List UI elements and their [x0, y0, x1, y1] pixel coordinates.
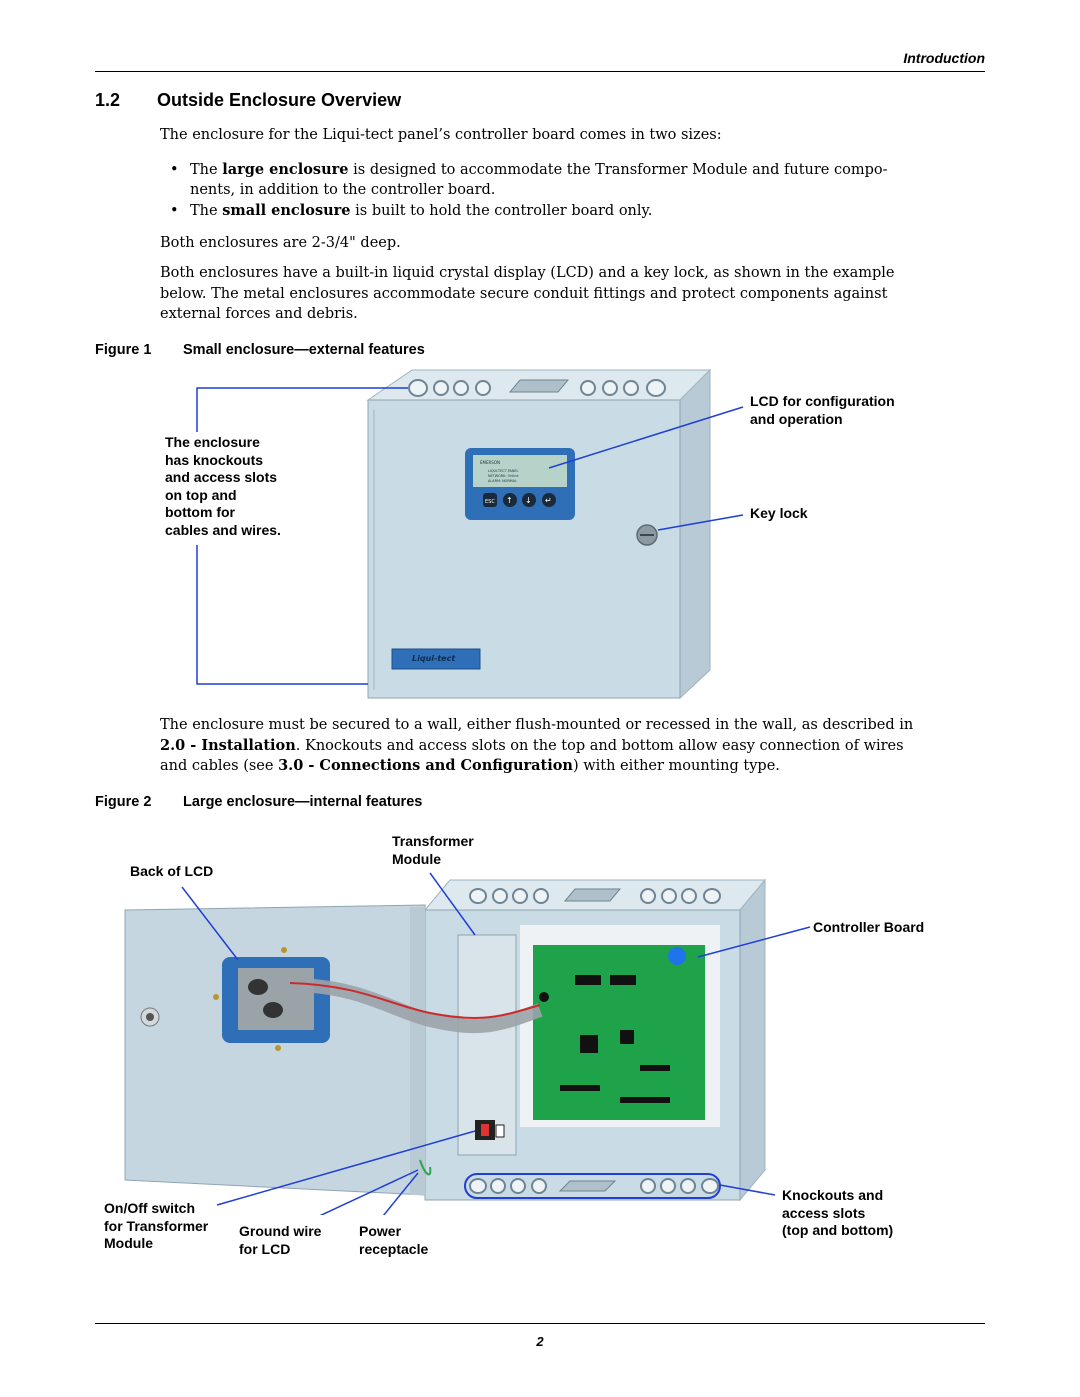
depth-paragraph: Both enclosures are 2-3/4" deep.: [160, 235, 401, 251]
enter-icon: ↵: [545, 496, 552, 505]
section-title: [95, 90, 401, 111]
section-title-text: Outside Enclosure Overview: [157, 90, 402, 110]
enclosure-callout: The enclosure has knockouts and access slots on top and bottom for cables and wires.: [165, 434, 281, 538]
power-receptacle-callout: Power receptacle: [359, 1223, 429, 1257]
lcd-paragraph: Both enclosures have a built-in liquid crystal display (LCD) and a key lock, as shown in the example below. The metal enclosures accommodate secure conduit fittings and protect components against external forces and debris.: [160, 265, 895, 322]
large-enclosure-term: large enclosure: [222, 161, 349, 178]
onoff-switch-callout: On/Off switch for Transformer Module: [104, 1200, 209, 1251]
header-section-label: Introduction: [903, 50, 985, 66]
footer-rule: [95, 1323, 985, 1324]
controller-board: [533, 945, 705, 1120]
arrow-up-icon: ↑: [506, 496, 513, 505]
lcd-callout: LCD for configuration and operation: [750, 393, 895, 427]
figure1-caption: Figure 1 Small enclosure—external features: [95, 342, 425, 358]
header-rule: [95, 71, 985, 72]
installation-ref: 2.0 - Installation: [160, 736, 296, 754]
lcd-line1: LIQUI-TECT PANEL: [488, 469, 519, 473]
keylock-callout: Key lock: [750, 505, 808, 521]
lcd-line2: NETWORK: Online: [488, 474, 519, 478]
back-lcd-callout: Back of LCD: [130, 863, 214, 879]
arrow-down-icon: ↓: [525, 496, 532, 505]
page-number: 2: [536, 1334, 544, 1349]
section-number: 1.2: [95, 90, 121, 110]
controller-board-callout: Controller Board: [813, 919, 925, 935]
bullet-large-enclosure: • The large enclosure is designed to accommodate the Transformer Module and future compo- nents, in addition to the controller board.: [170, 161, 888, 198]
lcd-brand: EMERSON: [480, 460, 500, 465]
figure2-caption: Figure 2 Large enclosure—internal features: [95, 794, 423, 810]
intro-paragraph: The enclosure for the Liqui-tect panel’s controller board comes in two sizes:: [160, 127, 722, 143]
connections-ref: 3.0 - Connections and Configuration: [278, 757, 573, 774]
bullet-small-enclosure: • The small enclosure is built to hold the controller board only.: [170, 202, 653, 219]
mounting-paragraph: The enclosure must be secured to a wall, either flush-mounted or recessed in the wall, as described in 2.0 - Installation. Knockouts and access slots on the top and bottom allow easy connection of wires and cables (see 3.0 - Connections and Configuration) with either mounting type.: [160, 717, 914, 774]
svg-text:Liqui-tect: Liqui-tect: [412, 654, 456, 663]
lcd-esc-label: ESC: [485, 499, 495, 505]
figure2-large-enclosure-drawing: [120, 835, 920, 1215]
knockouts-callout: Knockouts and access slots (top and bottom): [782, 1187, 894, 1238]
ground-wire-callout: Ground wire for LCD: [239, 1223, 322, 1257]
lcd-line3: ALARM: NORMAL: [488, 479, 517, 483]
transformer-callout: Transformer Module: [392, 833, 474, 867]
small-enclosure-term: small enclosure: [222, 202, 351, 219]
